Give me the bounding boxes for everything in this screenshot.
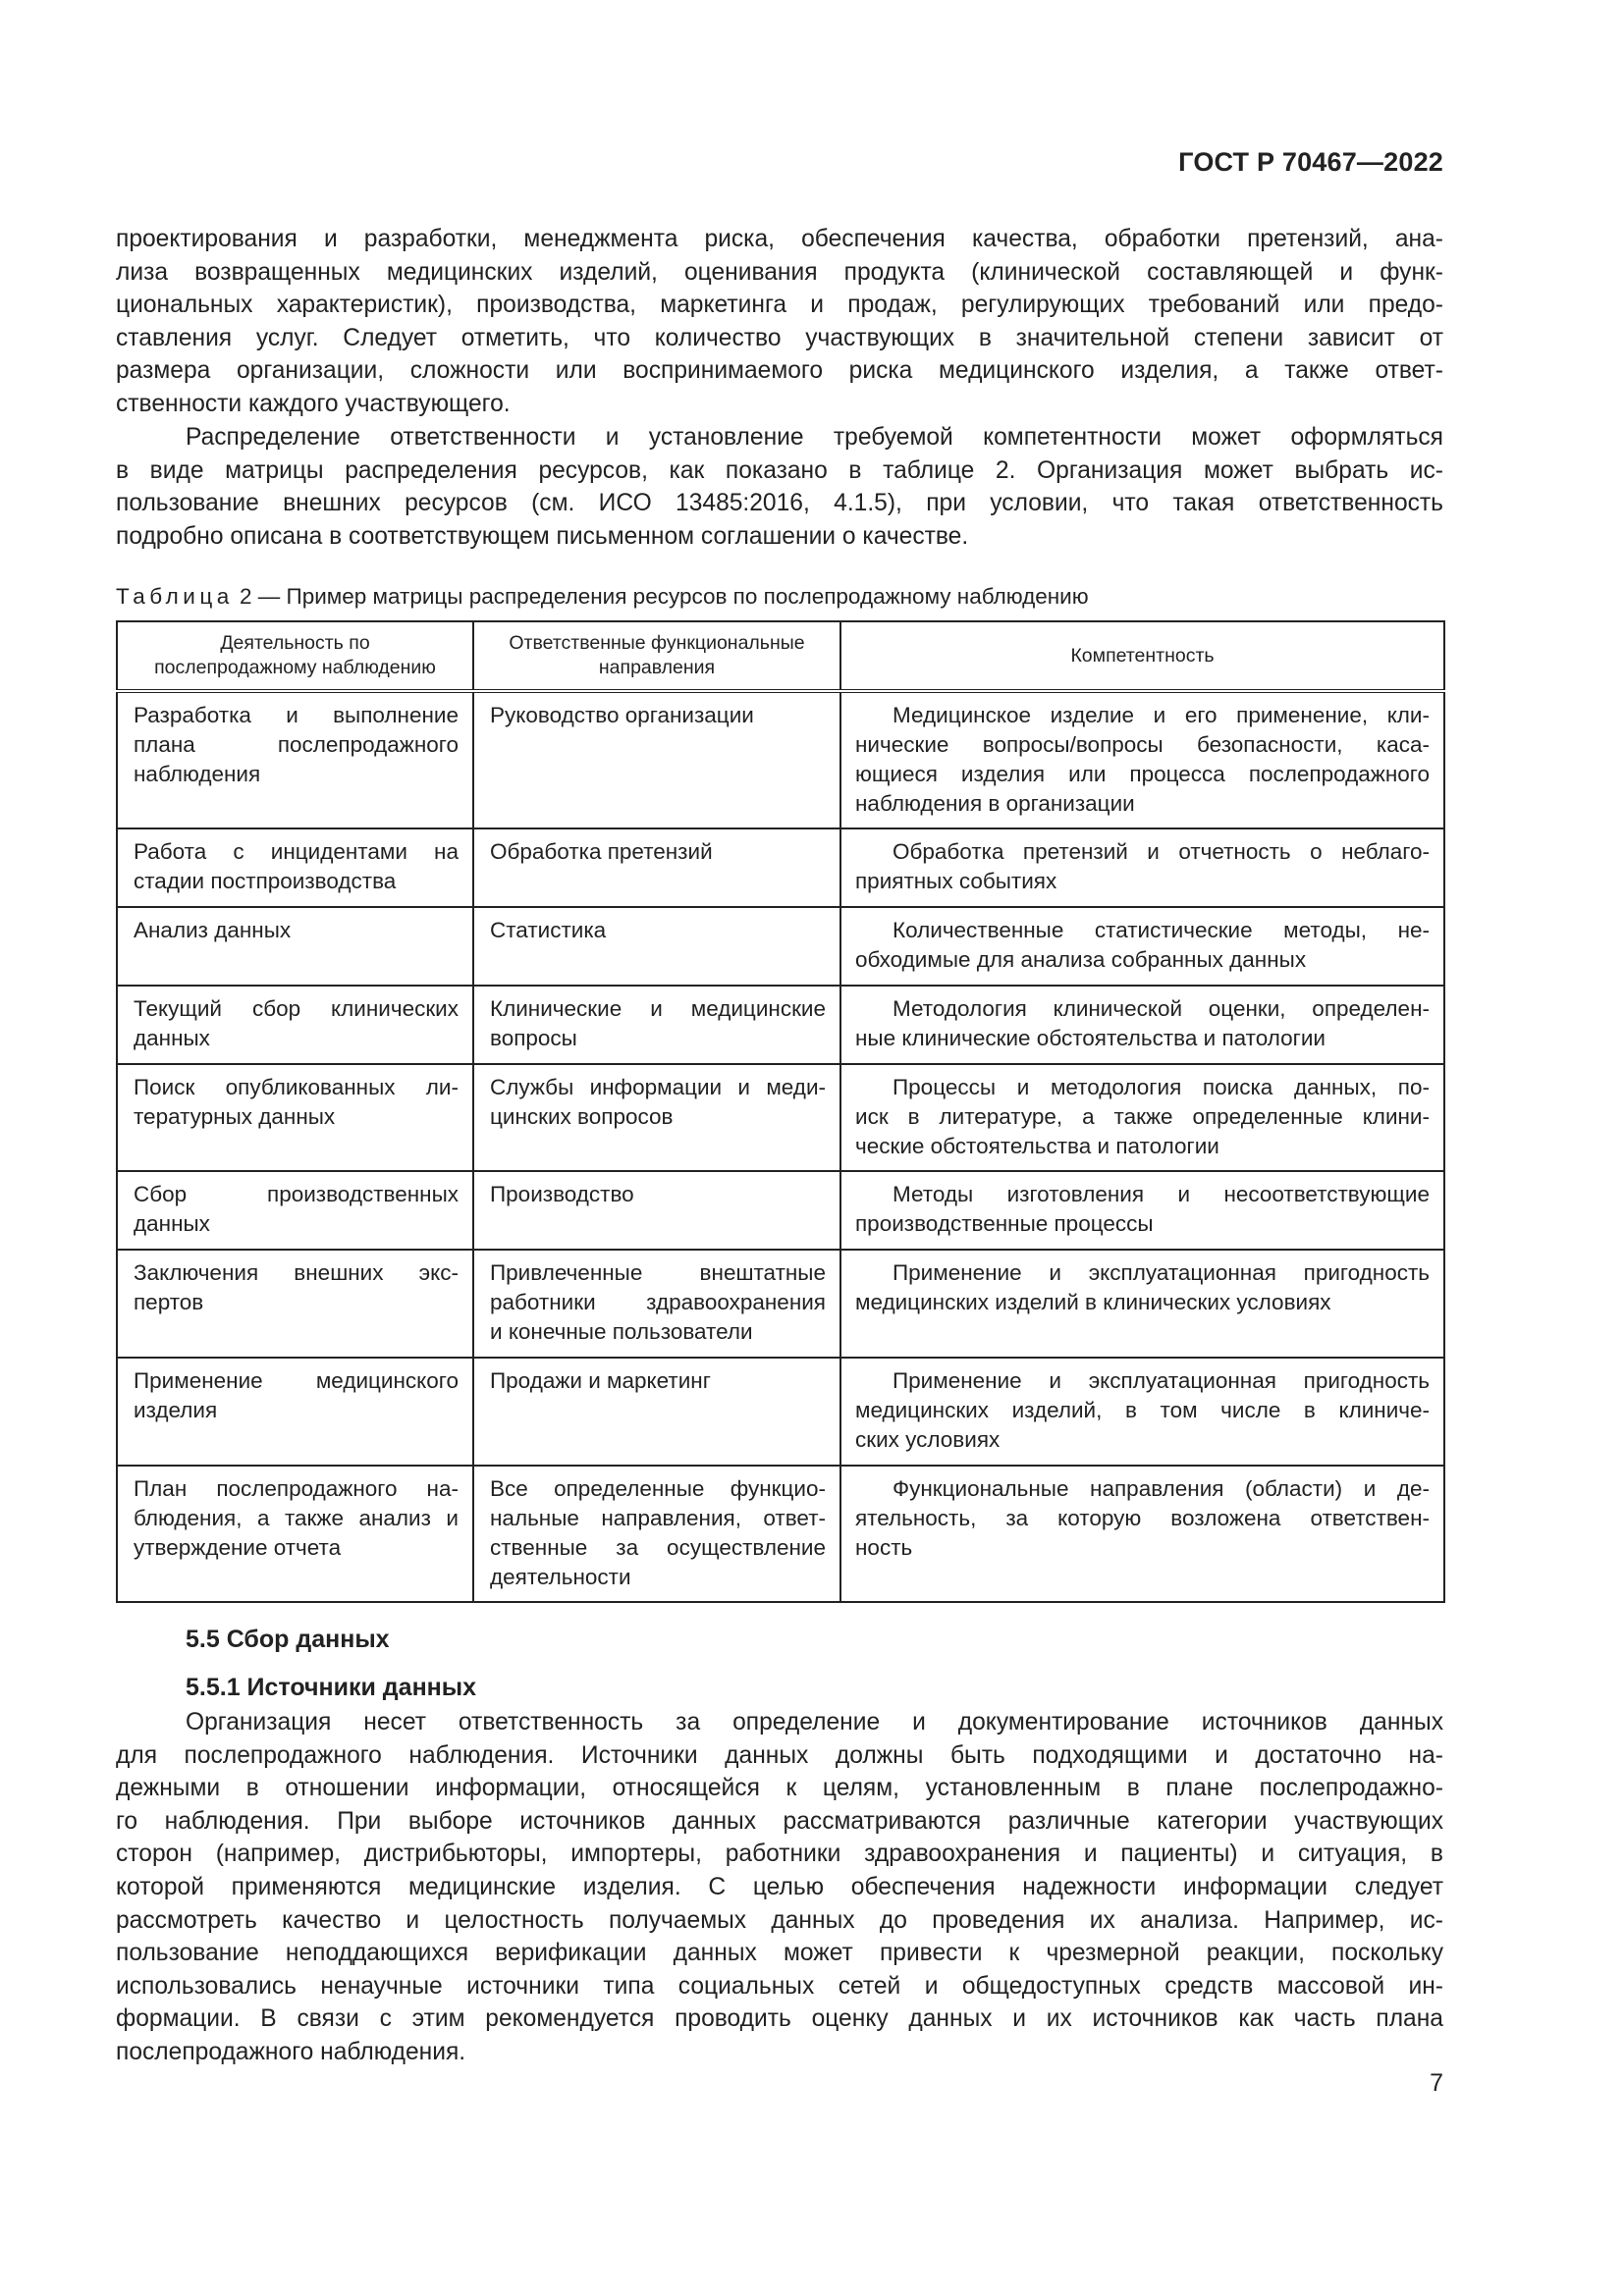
header-line: направления [598,657,716,678]
cell-line: Службы информации и меди- [490,1075,826,1099]
cell-line: нальные направления, ответ- [490,1506,826,1530]
table-row [117,986,1444,1064]
cell-line: Заключения внешних экс- [134,1260,459,1285]
cell-line: ные клинические обстоятельства и патологии [855,1026,1326,1050]
header-line: послепродажному наблюдению [154,657,436,678]
cell-competence [840,907,1444,986]
text-line: которой применяются медицинские изделия. С целью обеспечения надежности информации следует [116,1873,1443,1900]
cell-line: Применение и эксплуатационная пригодность [893,1368,1430,1393]
cell-activity [117,828,473,907]
header-activity [117,621,473,691]
cell-line: изделия [134,1398,218,1422]
cell-activity [117,1064,473,1171]
cell-line: ских условиях [855,1427,1001,1452]
cell-line: ческие обстоятельства и патологии [855,1134,1219,1158]
text-line: подробно описана в соответствующем письменном соглашении о качестве. [116,522,969,550]
cell-line: наблюдения [134,762,261,786]
cell-responsible [473,1466,840,1602]
cell-line: блюдения, а также анализ и [134,1506,459,1530]
text-line: лиза возвращенных медицинских изделий, оценивания продукта (клинической составляющей и функ- [116,258,1443,286]
cell-responsible [473,1064,840,1171]
cell-line: медицинских изделий в клинических условиях [855,1290,1331,1314]
cell-responsible [473,907,840,986]
cell-line: и конечные пользователи [490,1319,753,1344]
text-line: го наблюдения. При выборе источников данных рассматриваются различные категории участвующих [116,1807,1443,1835]
standard-code-header: ГОСТ Р 70467—2022 [1178,147,1443,177]
cell-line: ятельность, за которую возложена ответствен- [855,1506,1430,1530]
cell-competence [840,986,1444,1064]
text-line: дежными в отношении информации, относящейся к целям, установленным в плане послепродажно- [116,1775,1443,1802]
cell-competence [840,1064,1444,1171]
cell-responsible [473,1171,840,1250]
cell-line: данных [134,1026,210,1050]
cell-line: План послепродажного на- [134,1476,459,1501]
text-line: циональных характеристик), производства, маркетинга и продаж, регулирующих требований или предо- [116,292,1443,319]
cell-line: Анализ данных [134,918,292,942]
cell-line: Поиск опубликованных ли- [134,1075,459,1099]
text-line: в виде матрицы распределения ресурсов, как показано в таблице 2. Организация может выбрать ис- [116,456,1443,484]
text-line: рассмотреть качество и целостность получаемых данных до проведения их анализа. Например, ис- [116,1906,1443,1934]
header-line: Деятельность по [220,632,370,654]
cell-line: Продажи и маркетинг [490,1368,711,1393]
table-caption-text: — Пример матрицы распределения ресурсов по послепродажному наблюдению [257,584,1089,609]
cell-activity [117,1358,473,1466]
text-line: размера организации, сложности или воспринимаемого риска медицинского изделия, а также ответ- [116,357,1443,385]
cell-line: приятных событиях [855,869,1057,893]
cell-line: Привлеченные внештатные [490,1260,826,1285]
text-line: проектирования и разработки, менеджмента риска, обеспечения качества, обработки претензий, ана- [116,226,1443,252]
text-line: Распределение ответственности и установление требуемой компетентности может оформляться [186,424,1443,451]
cell-line: плана послепродажного [134,732,459,757]
cell-activity [117,691,473,828]
cell-line: Применение медицинского [134,1368,459,1393]
cell-line: пертов [134,1290,204,1314]
cell-line: ственные за осуществление [490,1535,826,1560]
cell-line: Текущий сбор клинических [134,996,459,1021]
cell-line: Процессы и методология поиска данных, по- [893,1075,1430,1099]
table-caption-number: 2 [240,584,252,609]
cell-competence [840,1466,1444,1602]
paragraph-responsibilities [116,223,1443,421]
cell-line: Медицинское изделие и его применение, кли- [893,703,1430,727]
table-row [117,907,1444,986]
cell-responsible [473,691,840,828]
resource-matrix-table [116,620,1445,1603]
cell-line: Разработка и выполнение [134,703,459,727]
table-row [117,1250,1444,1358]
cell-line: Клинические и медицинские [490,996,826,1021]
table-caption-label: Таблица [116,584,234,609]
cell-competence [840,1250,1444,1358]
table-row [117,1358,1444,1466]
cell-responsible [473,986,840,1064]
cell-line: обходимые для анализа собранных данных [855,947,1307,972]
table-header-row [117,621,1444,691]
cell-line: Статистика [490,918,607,942]
cell-activity [117,907,473,986]
cell-line: ность [855,1535,913,1560]
cell-line: утверждение отчета [134,1535,342,1560]
cell-line: Руководство организации [490,703,754,727]
text-line: пользование неподдающихся верификации данных может привести к чрезмерной реакции, поскольку [116,1940,1443,1967]
cell-line: Применение и эксплуатационная пригодность [893,1260,1430,1285]
table-row [117,691,1444,828]
cell-line: тературных данных [134,1104,336,1129]
text-line: ставления услуг. Следует отметить, что количество участвующих в значительной степени зависит от [116,324,1443,351]
cell-activity [117,986,473,1064]
cell-line: ющиеся изделия или процесса послепродажного [855,762,1430,786]
table-caption [116,582,1089,612]
cell-line: наблюдения в организации [855,791,1135,816]
cell-line: деятельности [490,1565,631,1589]
cell-activity [117,1250,473,1358]
text-line: для послепродажного наблюдения. Источники данных должны быть подходящими и достаточно на- [116,1741,1443,1769]
cell-line: Функциональные направления (области) и де- [893,1476,1430,1501]
cell-responsible [473,1358,840,1466]
cell-line: вопросы [490,1026,577,1050]
header-line: Ответственные функциональные [509,632,805,654]
header-responsible [473,621,840,691]
cell-line: Работа с инцидентами на [134,839,459,864]
cell-line: Все определенные функцио- [490,1476,826,1501]
cell-line: нические вопросы/вопросы безопасности, каса- [855,732,1430,757]
cell-line: Количественные статистические методы, не- [893,918,1430,942]
paragraph-data-sources [116,1706,1443,2069]
cell-line: работники здравоохранения [490,1290,826,1314]
cell-line: иск в литературе, а также определенные клини- [855,1104,1430,1129]
cell-competence [840,1358,1444,1466]
cell-responsible [473,828,840,907]
header-line: Компетентность [1070,644,1215,667]
cell-activity [117,1466,473,1602]
cell-competence [840,828,1444,907]
header-competence [840,621,1444,691]
cell-line: медицинских изделий, в том числе в клиниче- [855,1398,1430,1422]
cell-line: Обработка претензий и отчетность о неблаго- [893,839,1430,864]
text-line: ственности каждого участвующего. [116,390,511,417]
cell-line: Обработка претензий [490,839,713,864]
text-line: формации. В связи с этим рекомендуется проводить оценку данных и их источников как часть плана [116,2005,1443,2033]
cell-line: Методы изготовления и несоответствующие [893,1182,1430,1206]
table-row [117,1171,1444,1250]
page-number: 7 [1430,2069,1443,2097]
cell-responsible [473,1250,840,1358]
text-line: послепродажного наблюдения. [116,2038,466,2065]
cell-line: данных [134,1211,210,1236]
text-line: использовались ненаучные источники типа социальных сетей и общедоступных средств массовой ин- [116,1972,1443,2000]
table-row [117,828,1444,907]
cell-line: Методология клинической оценки, определен- [893,996,1430,1021]
cell-line: Сбор производственных [134,1182,459,1206]
text-line: сторон (например, дистрибьюторы, импортеры, работники здравоохранения и пациенты) и ситуация, в [116,1841,1443,1868]
cell-line: стадии постпроизводства [134,869,397,893]
section-heading-5-5-1: 5.5.1 Источники данных [186,1674,477,1701]
cell-line: Производство [490,1182,634,1206]
table-row [117,1466,1444,1602]
text-line: пользование внешних ресурсов (см. ИСО 13485:2016, 4.1.5), при условии, что такая ответственность [116,490,1443,517]
cell-competence [840,691,1444,828]
table-row [117,1064,1444,1171]
cell-competence [840,1171,1444,1250]
text-line: Организация несет ответственность за определение и документирование источников данных [186,1709,1443,1735]
cell-activity [117,1171,473,1250]
cell-line: цинских вопросов [490,1104,674,1129]
paragraph-resource-matrix [116,421,1443,553]
cell-line: производственные процессы [855,1211,1154,1236]
section-heading-5-5: 5.5 Сбор данных [186,1626,390,1653]
